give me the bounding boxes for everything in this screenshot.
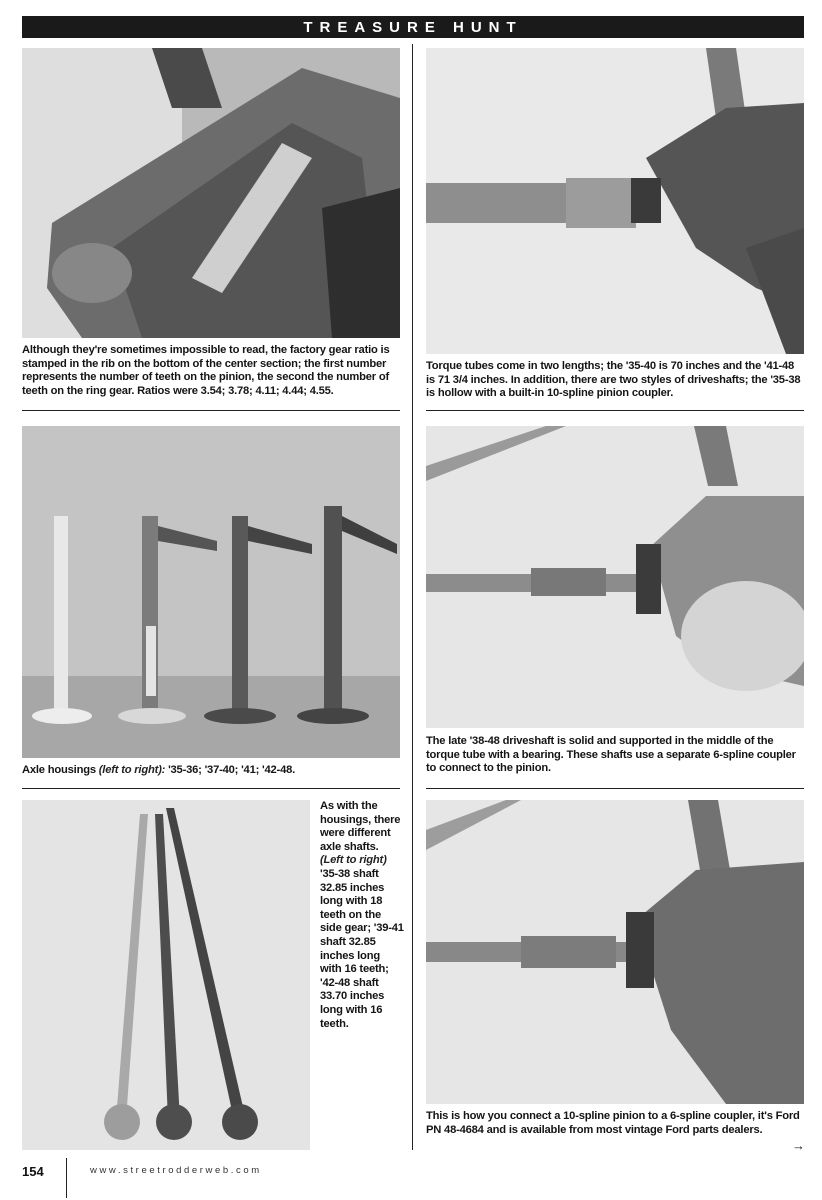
caption-torque-tubes: Torque tubes come in two lengths; the '35-40 is 70 inches and the '41-48 is 71 3/4 inches. In addition, there are two styles of driveshafts; the '35-38 is hollow with a built-in 10-spline pinion coupler. bbox=[426, 360, 801, 400]
column-divider bbox=[412, 44, 413, 1150]
photo-gear-ratio-stamp bbox=[22, 48, 400, 338]
section-header bbox=[22, 16, 804, 38]
caption-text: Axle housings bbox=[22, 764, 99, 776]
photo-spline-coupler bbox=[426, 800, 804, 1104]
caption-gear-ratio: Although they're sometimes impossible to read, the factory gear ratio is stamped in the rib on the bottom of the center section; the first number represents the number of teeth on the pinion, the second the number of teeth on the ring gear. Ratios were 3.54; 3.78; 4.11; 4.44; 4.55. bbox=[22, 344, 390, 397]
caption-text: '35-36; '37-40; '41; '42-48. bbox=[165, 764, 296, 776]
divider-rule bbox=[22, 410, 400, 411]
section-title: TREASURE HUNT bbox=[303, 18, 523, 36]
divider-rule bbox=[426, 788, 804, 789]
caption-axle-shafts bbox=[320, 800, 404, 1031]
caption-emphasis: (left to right): bbox=[98, 764, 166, 776]
caption-axle-housings bbox=[22, 764, 400, 778]
continue-arrow-icon: → bbox=[792, 1138, 805, 1153]
footer-divider bbox=[66, 1158, 67, 1198]
photo-axle-housings bbox=[22, 426, 400, 758]
page-number: 154 bbox=[22, 1164, 44, 1179]
caption-late-driveshaft: The late '38-48 driveshaft is solid and supported in the middle of the torque tube with a bearing. These shafts use a separate 6-spline coupler to connect to the pinion. bbox=[426, 735, 796, 775]
photo-axle-shafts bbox=[22, 800, 310, 1150]
photo-torque-tube bbox=[426, 48, 804, 354]
caption-text: '35-38 shaft 32.85 inches long with 18 teeth on the side gear; '39-41 shaft 32.85 inches long with 16 teeth; '42-48 shaft 33.70 inches long with 16 teeth. bbox=[320, 867, 404, 1030]
photo-late-driveshaft bbox=[426, 426, 804, 728]
caption-emphasis: (Left to right) bbox=[320, 854, 387, 867]
caption-text: As with the housings, there were different axle shafts. bbox=[320, 800, 401, 853]
website-url: www.streetrodderweb.com bbox=[90, 1165, 262, 1176]
divider-rule bbox=[426, 410, 804, 411]
divider-rule bbox=[22, 788, 400, 789]
caption-coupler: This is how you connect a 10-spline pinion to a 6-spline coupler, it's Ford PN 48-4684 and is available from most vintage Ford parts dealers. bbox=[426, 1110, 800, 1136]
